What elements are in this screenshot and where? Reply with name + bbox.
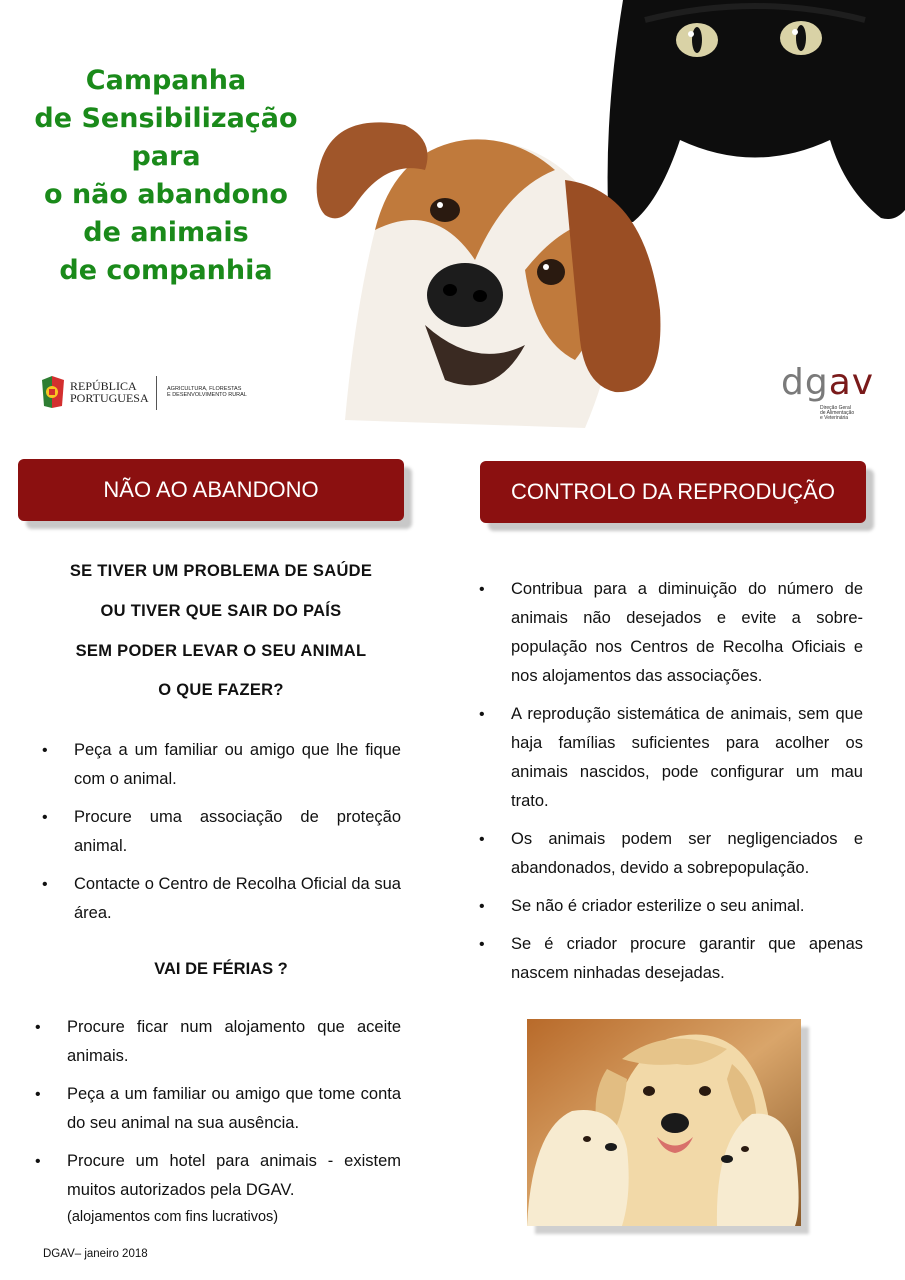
dgav-letters-gray: dg [781,362,829,403]
republica-portuguesa-logo [40,374,255,414]
question-line: SEM PODER LEVAR O SEU ANIMAL [75,642,367,660]
republica-line: PORTUGUESA [70,391,149,405]
golden-retriever-family-image [527,1019,801,1226]
list-item: • Contacte o Centro de Recolha Oficial da sua área. [74,870,401,928]
section-header-abandono: NÃO AO ABANDONO [18,459,404,521]
ministry-line: AGRICULTURA, FLORESTAS [167,386,242,392]
vacation-note: (alojamentos com fins lucrativos) [67,1209,279,1225]
vacation-advice-list [67,1013,401,1238]
list-item: • Procure uma associação de proteção animal. [74,803,401,861]
list-item: • A reprodução sistemática de animais, sem que haja famílias suficientes para acolher os animais nascidos, pode configurar um mau trato. [511,700,863,816]
title-line: de animais [83,217,249,248]
title-line: de Sensibilização [34,103,298,134]
list-item-text: Procure um hotel para animais - existem muitos autorizados pela DGAV. [67,1152,401,1199]
list-item [67,1147,401,1229]
section-header-reproducao: CONTROLO DA REPRODUÇÃO [480,461,866,523]
question-line: SE TIVER UM PROBLEMA DE SAÚDE [69,562,373,580]
question-line: O QUE FAZER? [158,681,284,699]
title-line: para [131,141,201,172]
logo-divider [156,376,157,410]
title-line: de companhia [59,255,273,286]
list-item: • Os animais podem ser negligenciados e abandonados, devido a sobrepopulação. [511,825,863,883]
dgav-logo [773,362,875,428]
vacation-heading: VAI DE FÉRIAS ? [154,960,288,978]
list-item: • Contribua para a diminuição do número de animais não desejados e evite a sobre-população nos Centros de Recolha Oficiais e nos alojamentos das associações. [511,575,863,691]
dgav-subline: de Alimentação [820,410,855,416]
title-line: o não abandono [44,179,288,210]
title-line: Campanha [85,65,247,96]
list-item: • Se não é criador esterilize o seu animal. [511,892,863,921]
republica-line: REPÚBLICA [70,379,137,393]
dgav-subline: Direção Geral [820,405,851,411]
republica-emblem-icon [40,376,66,410]
reproduction-list [511,575,863,997]
footer-date: DGAV– janeiro 2018 [43,1248,148,1260]
dog-image [315,110,670,428]
list-item: • Peça a um familiar ou amigo que tome conta do seu animal na sua ausência. [67,1080,401,1138]
list-item: • Se é criador procure garantir que apenas nascem ninhadas desejadas. [511,930,863,988]
health-advice-list [74,736,401,937]
question-line: OU TIVER QUE SAIR DO PAÍS [100,602,342,620]
dgav-subline: e Veterinária [820,415,849,421]
list-item: • Procure ficar num alojamento que aceite animais. [67,1013,401,1071]
ministry-line: E DESENVOLVIMENTO RURAL [167,392,247,398]
list-item: • Peça a um familiar ou amigo que lhe fique com o animal. [74,736,401,794]
campaign-title [20,62,312,290]
dgav-letters-red: av [828,362,875,403]
